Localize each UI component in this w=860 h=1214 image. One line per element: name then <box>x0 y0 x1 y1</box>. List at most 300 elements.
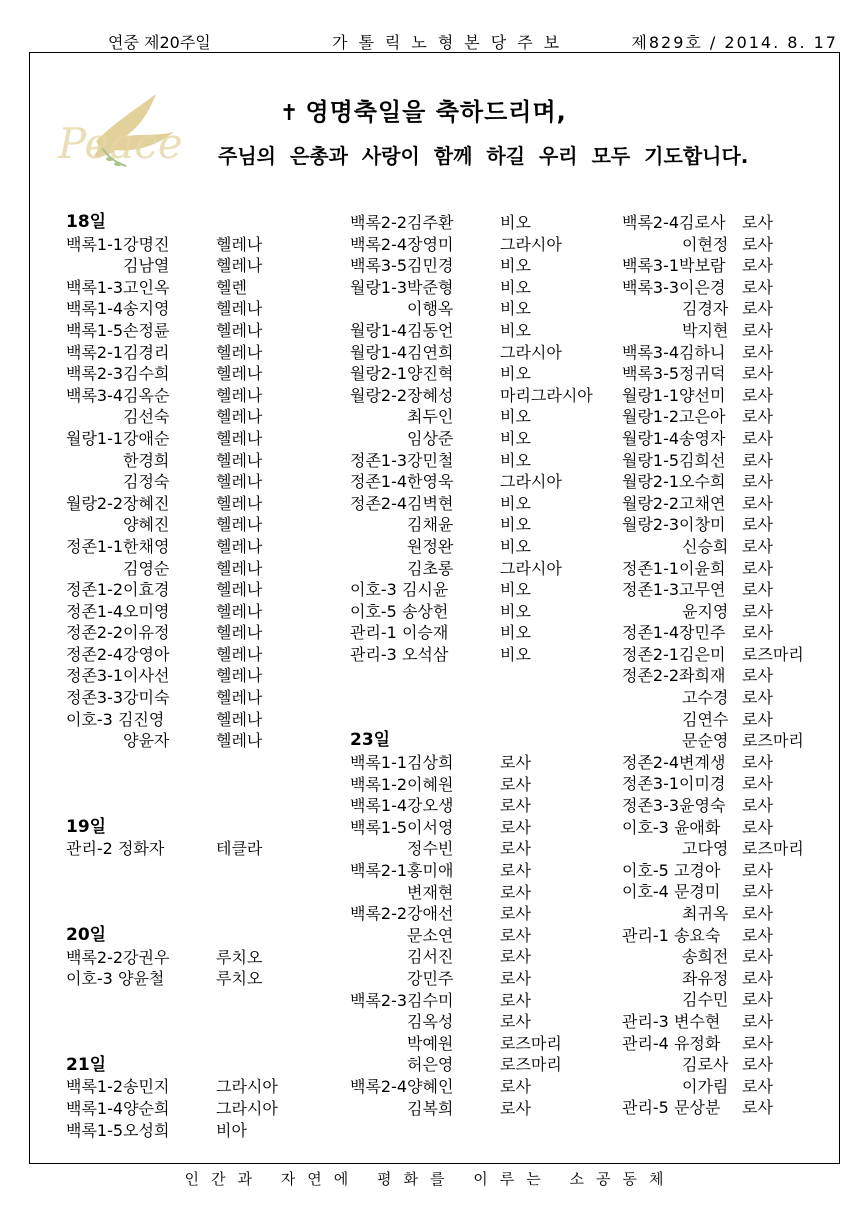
district-and-name: 백록2-4장영미 <box>350 234 454 254</box>
parishioner-entry <box>622 687 860 709</box>
baptismal-name: 로사 <box>500 969 531 988</box>
district-and-name: 정존3-3윤영숙 <box>622 796 726 816</box>
parishioner-entry <box>622 234 860 256</box>
baptismal-name: 비오 <box>500 320 531 340</box>
district-and-name: 백록3-4김하니 <box>622 342 726 362</box>
parishioner-entry <box>66 363 336 385</box>
baptismal-name: 그라시아 <box>216 1099 278 1118</box>
district-and-name: 백록2-3김수희 <box>66 364 170 384</box>
district-and-name: 백록1-5이서영 <box>350 817 454 837</box>
district-and-name: 월랑1-1양선미 <box>622 385 726 405</box>
parishioner-entry <box>622 1011 860 1033</box>
district-and-name: 양윤자 <box>123 731 170 751</box>
district-and-name: 백록1-1김상희 <box>350 753 454 773</box>
parishioner-entry <box>622 925 860 947</box>
parishioner-entry <box>350 385 620 407</box>
district-and-name: 좌유정 <box>682 968 729 988</box>
baptismal-name: 헬렌 <box>216 277 247 297</box>
baptismal-name: 로사 <box>500 882 531 902</box>
district-and-name: 김채윤 <box>407 515 454 535</box>
district-and-name: 월랑1-1강애순 <box>66 428 170 448</box>
parishioner-entry <box>622 665 860 687</box>
baptismal-name: 헬레나 <box>216 364 263 384</box>
parishioner-entry <box>66 665 336 687</box>
district-and-name: 이호-5 고경아 <box>622 860 721 880</box>
baptismal-name: 헬레나 <box>216 256 263 276</box>
peace-logo-text: Peace <box>58 119 183 168</box>
district-and-name: 최귀옥 <box>682 904 729 923</box>
parishioner-entry <box>350 234 620 256</box>
district-and-name: 한경희 <box>123 450 170 470</box>
baptismal-name: 헬레나 <box>216 342 263 362</box>
baptismal-name: 헬레나 <box>216 299 263 319</box>
baptismal-name: 로즈마리 <box>742 839 804 859</box>
baptismal-name: 로사 <box>500 839 531 859</box>
bulletin-footer-motto: 인간과 자연에 평화를 이루는 소공동체 <box>184 1170 676 1188</box>
parishioner-entry <box>622 881 860 903</box>
feast-date-heading: 21일 <box>66 1054 107 1075</box>
title-line-2: 주님의 은총과 사랑이 함께 하길 우리 모두 기도합니다. <box>218 144 749 168</box>
district-and-name: 백록2-4김로사 <box>622 213 726 232</box>
baptismal-name: 로사 <box>500 925 531 945</box>
district-and-name: 백록1-4송지영 <box>66 299 170 319</box>
parishioner-entry <box>622 644 860 666</box>
baptismal-name: 로사 <box>742 925 773 945</box>
nameday-column-2 <box>350 212 620 1119</box>
district-and-name: 정존2-2좌희재 <box>622 666 726 686</box>
district-and-name: 백록2-1김경리 <box>66 342 170 362</box>
baptismal-name: 로사 <box>742 299 773 319</box>
parishioner-entry <box>350 601 620 623</box>
district-and-name: 백록2-2강권우 <box>66 947 170 967</box>
parishioner-entry <box>350 320 620 342</box>
baptismal-name: 로사 <box>742 213 773 232</box>
baptismal-name: 그라시아 <box>500 234 562 254</box>
parishioner-entry <box>350 1054 620 1076</box>
parishioner-entry <box>66 622 336 644</box>
district-and-name: 백록2-1홍미애 <box>350 861 454 881</box>
district-and-name: 김수민 <box>682 990 729 1010</box>
parishioner-entry <box>350 795 620 817</box>
baptismal-name: 비오 <box>500 256 531 276</box>
parishioner-entry <box>622 838 860 860</box>
district-and-name: 정존2-2이유정 <box>66 623 170 643</box>
baptismal-name: 로즈마리 <box>500 1055 562 1075</box>
parishioner-entry <box>350 838 620 860</box>
baptismal-name: 로사 <box>742 450 773 470</box>
district-and-name: 변재현 <box>407 882 454 902</box>
baptismal-name: 로즈마리 <box>500 1033 562 1053</box>
parishioner-entry <box>622 450 860 472</box>
baptismal-name: 헬레나 <box>216 666 263 686</box>
parishioner-entry <box>350 774 620 796</box>
parishioner-entry <box>66 1076 336 1098</box>
baptismal-name: 비오 <box>500 601 531 621</box>
parishioner-entry <box>350 558 620 580</box>
district-and-name: 정존1-4오미영 <box>66 601 170 621</box>
baptismal-name: 헬레나 <box>216 580 263 600</box>
district-and-name: 관리-3 오석삼 <box>350 644 449 664</box>
district-and-name: 문순영 <box>682 731 729 751</box>
district-and-name: 관리-4 유정화 <box>622 1033 721 1053</box>
baptismal-name: 로사 <box>742 428 773 448</box>
district-and-name: 백록1-5손정륜 <box>66 320 170 340</box>
parishioner-entry <box>622 795 860 817</box>
baptismal-name: 로사 <box>742 817 773 837</box>
baptismal-name: 로사 <box>500 796 531 816</box>
cross-icon: ✝ <box>280 101 300 126</box>
district-and-name: 고다영 <box>682 839 729 859</box>
baptismal-name: 로사 <box>742 947 773 967</box>
district-and-name: 월랑2-2장혜진 <box>66 493 170 513</box>
baptismal-name: 헬레나 <box>216 536 263 556</box>
parishioner-entry <box>622 860 860 882</box>
district-and-name: 최두인 <box>407 407 454 427</box>
baptismal-name: 비아 <box>216 1120 247 1140</box>
baptismal-name: 로사 <box>742 968 773 988</box>
district-and-name: 신승희 <box>682 536 729 556</box>
parishioner-entry <box>622 1054 860 1076</box>
baptismal-name: 로사 <box>500 990 531 1010</box>
district-and-name: 정존1-3강민철 <box>350 450 454 470</box>
parishioner-entry <box>622 946 860 968</box>
baptismal-name: 그라시아 <box>216 1077 278 1097</box>
baptismal-name: 비오 <box>500 364 531 384</box>
district-and-name: 월랑2-2고채연 <box>622 493 726 513</box>
section-spacer <box>66 860 336 925</box>
parishioner-entry <box>622 320 860 342</box>
baptismal-name: 로사 <box>500 774 531 794</box>
district-and-name: 관리-1 송요숙 <box>622 925 721 945</box>
baptismal-name: 로사 <box>742 1098 773 1118</box>
district-and-name: 이행옥 <box>407 299 454 319</box>
baptismal-name: 로사 <box>742 1033 773 1053</box>
district-and-name: 백록3-5정귀덕 <box>622 364 726 384</box>
district-and-name: 강민주 <box>407 969 454 988</box>
baptismal-name: 로사 <box>742 709 773 729</box>
baptismal-name: 비오 <box>500 515 531 535</box>
baptismal-name: 로사 <box>742 904 773 923</box>
parishioner-entry <box>622 1097 860 1119</box>
district-and-name: 이현정 <box>682 234 729 254</box>
district-and-name: 월랑2-2장혜성 <box>350 385 454 405</box>
baptismal-name: 헬레나 <box>216 688 263 708</box>
baptismal-name: 로사 <box>742 558 773 578</box>
parishioner-entry <box>66 298 336 320</box>
district-and-name: 이호-3 윤애화 <box>622 817 721 837</box>
district-and-name: 정존2-1김은미 <box>622 644 726 664</box>
section-spacer <box>350 665 620 730</box>
district-and-name: 이호-3 김시윤 <box>350 580 449 600</box>
baptismal-name: 그라시아 <box>500 558 562 578</box>
baptismal-name: 비오 <box>500 493 531 513</box>
parishioner-entry <box>66 644 336 666</box>
district-and-name: 정존3-1이미경 <box>622 774 726 794</box>
parishioner-entry <box>350 946 620 968</box>
baptismal-name: 헬레나 <box>216 515 263 535</box>
baptismal-name: 로사 <box>742 320 773 340</box>
district-and-name: 정존3-1이사선 <box>66 666 170 686</box>
baptismal-name: 헬레나 <box>216 320 263 340</box>
district-and-name: 월랑2-1오수희 <box>622 472 726 492</box>
feast-date-heading: 18일 <box>66 212 107 232</box>
parishioner-entry <box>622 730 860 752</box>
parishioner-entry <box>350 990 620 1012</box>
district-and-name: 김경자 <box>682 299 729 319</box>
baptismal-name: 헬레나 <box>216 428 263 448</box>
parishioner-entry <box>66 514 336 536</box>
baptismal-name: 로사 <box>742 234 773 254</box>
district-and-name: 정존1-3고무연 <box>622 580 726 600</box>
parishioner-entry <box>350 644 620 666</box>
issue-number-date: 제829호 / 2014. 8. 17 <box>631 33 838 52</box>
district-and-name: 백록3-1박보람 <box>622 256 726 276</box>
district-and-name: 정존1-1이윤희 <box>622 558 726 578</box>
parishioner-entry <box>66 320 336 342</box>
baptismal-name: 로사 <box>742 1076 773 1096</box>
district-and-name: 관리-1 이승재 <box>350 623 449 643</box>
parishioner-entry <box>350 428 620 450</box>
district-and-name: 관리-2 정화자 <box>66 839 165 859</box>
parishioner-entry <box>622 817 860 839</box>
baptismal-name: 헬레나 <box>216 407 263 427</box>
parishioner-entry <box>350 363 620 385</box>
parishioner-entry <box>66 471 336 493</box>
parishioner-entry <box>350 212 620 234</box>
district-and-name: 백록1-2이혜원 <box>350 774 454 794</box>
parishioner-entry <box>350 342 620 364</box>
parishioner-entry <box>350 1076 620 1098</box>
district-and-name: 임상준 <box>407 428 454 448</box>
baptismal-name: 루치오 <box>216 969 263 989</box>
parishioner-entry <box>350 298 620 320</box>
district-and-name: 월랑1-3박준형 <box>350 277 454 297</box>
parishioner-entry <box>66 536 336 558</box>
parishioner-entry <box>622 773 860 795</box>
parishioner-entry <box>350 406 620 428</box>
baptismal-name: 로사 <box>500 817 531 837</box>
district-and-name: 이호-3 김진영 <box>66 709 165 729</box>
parishioner-entry <box>622 536 860 558</box>
district-and-name: 김서진 <box>407 947 454 967</box>
baptismal-name: 헬레나 <box>216 601 263 621</box>
baptismal-name: 로사 <box>742 342 773 362</box>
district-and-name: 백록1-1강명진 <box>66 234 170 254</box>
parishioner-entry <box>66 709 336 731</box>
district-and-name: 백록2-2강애선 <box>350 904 454 924</box>
district-and-name: 관리-3 변수현 <box>622 1011 721 1031</box>
baptismal-name: 비오 <box>500 580 531 600</box>
district-and-name: 백록1-4강오생 <box>350 796 454 816</box>
parishioner-entry <box>66 838 336 860</box>
parishioner-entry <box>622 989 860 1011</box>
district-and-name: 월랑1-4김동언 <box>350 320 454 340</box>
parishioner-entry <box>350 450 620 472</box>
parishioner-entry <box>350 514 620 536</box>
parishioner-entry <box>350 471 620 493</box>
baptismal-name: 로사 <box>500 1012 531 1032</box>
parishioner-entry <box>66 730 336 752</box>
baptismal-name: 로사 <box>742 1055 773 1075</box>
district-and-name: 정존1-4장민주 <box>622 623 726 643</box>
parishioner-entry <box>622 1033 860 1055</box>
parishioner-entry <box>622 968 860 990</box>
district-and-name: 정존2-4변계생 <box>622 752 726 772</box>
parishioner-entry <box>66 493 336 515</box>
parishioner-entry <box>622 709 860 731</box>
district-and-name: 백록1-4양순희 <box>66 1099 170 1118</box>
parishioner-entry <box>622 558 860 580</box>
parishioner-entry <box>622 903 860 925</box>
baptismal-name: 헬레나 <box>216 709 263 729</box>
district-and-name: 김로사 <box>682 1055 729 1075</box>
baptismal-name: 마리그라시아 <box>500 385 593 405</box>
district-and-name: 김복희 <box>407 1098 454 1118</box>
baptismal-name: 헬레나 <box>216 731 263 751</box>
parishioner-entry <box>66 579 336 601</box>
parishioner-entry <box>622 579 860 601</box>
baptismal-name: 로즈마리 <box>742 731 804 751</box>
baptismal-name: 루치오 <box>216 947 263 967</box>
parishioner-entry <box>622 298 860 320</box>
baptismal-name: 로사 <box>742 688 773 708</box>
baptismal-name: 로사 <box>500 1098 531 1118</box>
baptismal-name: 비오 <box>500 623 531 643</box>
baptismal-name: 비오 <box>500 450 531 470</box>
baptismal-name: 비오 <box>500 644 531 664</box>
district-and-name: 월랑1-4송영자 <box>622 428 726 448</box>
district-and-name: 김정숙 <box>123 472 170 492</box>
parishioner-entry <box>66 968 336 990</box>
baptismal-name: 로사 <box>500 947 531 967</box>
district-and-name: 양혜진 <box>123 515 170 535</box>
parishioner-entry <box>66 255 336 277</box>
parishioner-entry <box>622 752 860 774</box>
district-and-name: 고수경 <box>682 688 729 708</box>
parishioner-entry <box>622 385 860 407</box>
baptismal-name: 로사 <box>742 580 773 600</box>
baptismal-name: 로사 <box>742 493 773 513</box>
nameday-column-1 <box>66 212 336 1141</box>
parishioner-entry <box>350 277 620 299</box>
section-spacer <box>66 990 336 1055</box>
baptismal-name: 로사 <box>742 407 773 427</box>
baptismal-name: 로사 <box>742 774 773 794</box>
parishioner-entry <box>622 277 860 299</box>
district-and-name: 백록1-2송민지 <box>66 1077 170 1097</box>
district-and-name: 정존1-1한채영 <box>66 536 170 556</box>
parishioner-entry <box>622 212 860 234</box>
district-and-name: 김남열 <box>123 256 170 276</box>
district-and-name: 월랑1-5김희선 <box>622 450 726 470</box>
parishioner-entry <box>622 342 860 364</box>
baptismal-name: 그라시아 <box>500 472 562 492</box>
district-and-name: 백록3-4김옥순 <box>66 385 170 405</box>
baptismal-name: 헬레나 <box>216 385 263 405</box>
district-and-name: 정수빈 <box>407 839 454 859</box>
district-and-name: 정존3-3강미숙 <box>66 688 170 708</box>
baptismal-name: 로사 <box>742 536 773 556</box>
parishioner-entry <box>622 493 860 515</box>
district-and-name: 이호-5 송상헌 <box>350 601 449 621</box>
section-spacer <box>66 752 336 817</box>
baptismal-name: 테클라 <box>216 839 263 859</box>
peace-dove-logo <box>56 86 186 176</box>
parishioner-entry <box>66 234 336 256</box>
parishioner-entry <box>350 255 620 277</box>
parishioner-entry <box>66 428 336 450</box>
baptismal-name: 헬레나 <box>216 558 263 578</box>
parishioner-entry <box>66 342 336 364</box>
parishioner-entry <box>66 687 336 709</box>
district-and-name: 윤지영 <box>682 601 729 621</box>
baptismal-name: 헬레나 <box>216 493 263 513</box>
baptismal-name: 로사 <box>500 861 531 881</box>
baptismal-name: 그라시아 <box>500 342 562 362</box>
baptismal-name: 헬레나 <box>216 623 263 643</box>
district-and-name: 백록2-4양혜인 <box>350 1076 454 1096</box>
district-and-name: 박지현 <box>682 320 729 340</box>
baptismal-name: 로사 <box>742 256 773 276</box>
bulletin-title: 가톨릭노형본당주보 <box>332 33 571 52</box>
parishioner-entry <box>350 860 620 882</box>
parishioner-entry <box>66 406 336 428</box>
parishioner-entry <box>66 601 336 623</box>
district-and-name: 백록3-3이은경 <box>622 277 726 297</box>
district-and-name: 백록1-3고인옥 <box>66 277 170 297</box>
title-line-1: ✝ 영명축일을 축하드리며, <box>280 98 567 126</box>
baptismal-name: 로사 <box>742 385 773 405</box>
district-and-name: 김연수 <box>682 709 729 729</box>
parishioner-entry <box>350 968 620 990</box>
parishioner-entry <box>350 536 620 558</box>
parishioner-entry <box>350 493 620 515</box>
baptismal-name: 로사 <box>742 796 773 816</box>
parishioner-entry <box>622 622 860 644</box>
parishioner-entry <box>350 1033 620 1055</box>
baptismal-name: 비오 <box>500 536 531 556</box>
district-and-name: 허은영 <box>407 1055 454 1075</box>
baptismal-name: 로사 <box>742 515 773 535</box>
baptismal-name: 로사 <box>500 904 531 924</box>
district-and-name: 김초롱 <box>407 558 454 578</box>
district-and-name: 정존1-2이효경 <box>66 580 170 600</box>
baptismal-name: 로사 <box>742 882 773 902</box>
parishioner-entry <box>66 1098 336 1120</box>
district-and-name: 이호-3 양윤철 <box>66 969 165 989</box>
parishioner-entry <box>66 558 336 580</box>
district-and-name: 백록2-3김수미 <box>350 990 454 1010</box>
baptismal-name: 로즈마리 <box>742 644 804 664</box>
district-and-name: 월랑1-2고은아 <box>622 407 726 427</box>
district-and-name: 월랑2-3이창미 <box>622 515 726 535</box>
parishioner-entry <box>350 1098 620 1120</box>
feast-date-heading: 23일 <box>350 730 391 751</box>
parishioner-entry <box>350 752 620 774</box>
baptismal-name: 로사 <box>742 990 773 1010</box>
parishioner-entry <box>350 1011 620 1033</box>
district-and-name: 월랑2-1양진혁 <box>350 364 454 384</box>
baptismal-name: 로사 <box>500 1076 531 1096</box>
baptismal-name: 헬레나 <box>216 234 263 254</box>
parishioner-entry <box>350 817 620 839</box>
district-and-name: 관리-5 문상분 <box>622 1098 721 1118</box>
district-and-name: 백록2-2김주환 <box>350 213 454 232</box>
district-and-name: 백록3-5김민경 <box>350 256 454 276</box>
baptismal-name: 로사 <box>742 860 773 880</box>
baptismal-name: 비오 <box>500 407 531 427</box>
parishioner-entry <box>622 514 860 536</box>
